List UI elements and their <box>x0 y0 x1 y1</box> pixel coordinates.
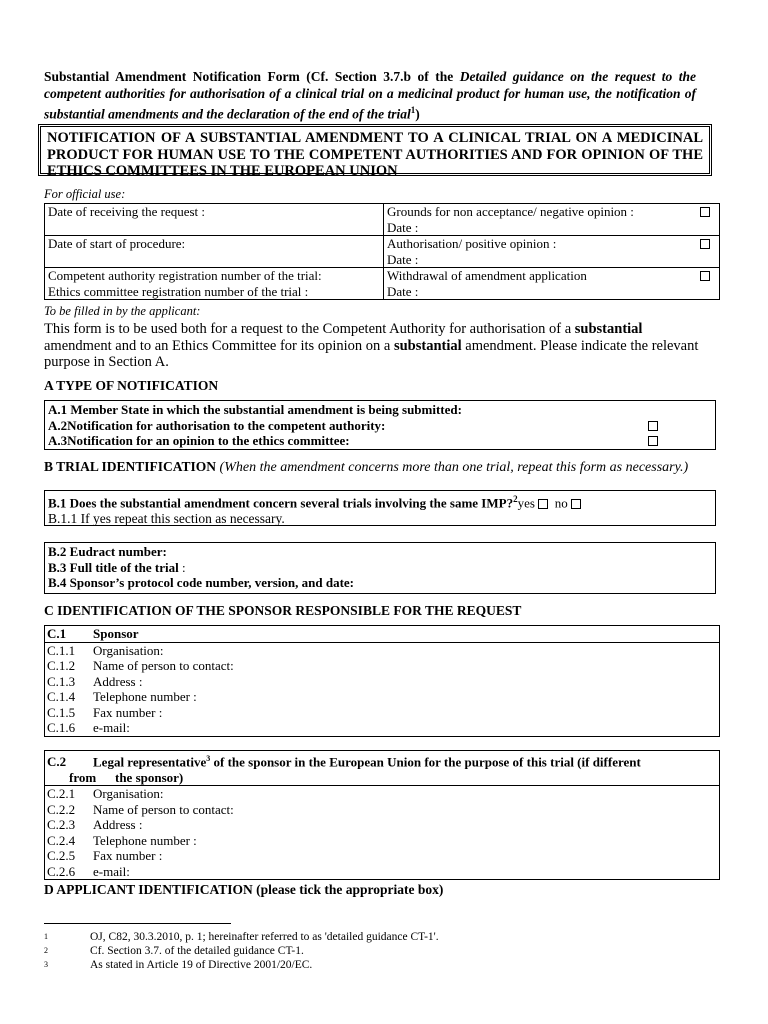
c2-label-b: of the sponsor in the European Union for the purpose of this trial (if different <box>210 754 641 770</box>
c2-item-row[interactable] <box>47 786 717 802</box>
c2-item-label: Name of person to contact: <box>93 801 234 817</box>
footnote-number: 3 <box>44 960 48 969</box>
date-received-cell[interactable] <box>45 204 384 236</box>
c2-item-row[interactable] <box>47 833 717 849</box>
c2-item-row[interactable] <box>47 848 717 864</box>
footnote-text: OJ, C82, 30.3.2010, p. 1; hereinafter referred to as 'detailed guidance CT-1'. <box>90 931 439 943</box>
instructions-bold1: substantial <box>574 321 643 337</box>
instructions-part1: This form is to be used both for a request to the Competent Authority for authorisation of a <box>44 321 575 337</box>
footnote-number: 1 <box>44 932 48 941</box>
c1-label: Sponsor <box>93 626 139 641</box>
c2-num: C.2 <box>47 754 67 770</box>
c1-item-label: Organisation: <box>93 642 164 658</box>
c2-legal-rep-section <box>44 750 720 880</box>
b2-label[interactable]: B.2 Eudract number: <box>48 544 167 559</box>
negative-opinion-checkbox[interactable] <box>700 207 710 217</box>
c1-item-label: Fax number : <box>93 704 163 720</box>
c1-item-num: C.1.1 <box>47 642 76 658</box>
b2-b4-box <box>44 542 716 594</box>
c2-item-num: C.2.5 <box>47 848 76 864</box>
instructions-part2: amendment and to an Ethics Committee for its opinion on a <box>44 337 394 354</box>
positive-opinion-label: Authorisation/ positive opinion : <box>387 236 557 251</box>
c1-item-num: C.1.3 <box>47 673 76 689</box>
c2-label-a: Legal representative <box>93 754 207 770</box>
footnote-divider <box>44 923 231 924</box>
a2-checkbox[interactable] <box>648 421 658 431</box>
c2-item-num: C.2.3 <box>47 817 76 833</box>
section-b-note: (When the amendment concerns more than one trial, repeat this form as necessary.) <box>216 460 689 475</box>
c1-item-row[interactable] <box>47 720 717 736</box>
b1-yes-label: yes <box>517 495 535 511</box>
c1-item-num: C.1.4 <box>47 689 76 704</box>
section-a-title: A TYPE OF NOTIFICATION <box>44 378 219 393</box>
section-b-title <box>44 459 720 476</box>
c2-item-num: C.2.2 <box>47 801 76 817</box>
b1-row <box>48 492 712 511</box>
c1-item-num: C.1.6 <box>47 720 76 735</box>
c2-items <box>44 786 720 880</box>
b11-label: B.1.1 If yes repeat this section as necessary. <box>48 510 285 526</box>
b1-box <box>44 490 716 526</box>
c1-item-row[interactable] <box>47 658 717 674</box>
a2-label: A.2Notification for authorisation to the competent authority: <box>48 417 386 433</box>
b1-yes-checkbox[interactable] <box>538 499 548 509</box>
c1-item-row[interactable] <box>47 689 717 705</box>
instructions-part3: amendment. Please indicate the relevant purpose in Section A. <box>44 337 699 370</box>
footnote <box>44 958 439 972</box>
a3-label: A.3Notification for an opinion to the ethics committee: <box>48 433 350 448</box>
footnote <box>44 930 439 944</box>
c2-item-row[interactable] <box>47 802 717 818</box>
ec-registration-label: Ethics committee registration number of the trial : <box>48 283 309 299</box>
official-use-table <box>44 203 720 300</box>
c1-item-num: C.1.2 <box>47 658 76 673</box>
instructions-bold2: substantial <box>393 337 462 354</box>
c1-item-row[interactable] <box>47 705 717 721</box>
c1-num: C.1 <box>47 626 67 641</box>
a1-label: A.1 Member State in which the substantial amendment is being submitted: <box>48 402 462 417</box>
footnote-ref-2: 2 <box>513 494 518 504</box>
negative-opinion-date-label: Date : <box>387 219 419 235</box>
c2-item-num: C.2.4 <box>47 832 76 848</box>
form-intro <box>44 68 696 123</box>
withdrawal-label: Withdrawal of amendment application <box>387 268 587 283</box>
c2-from: from <box>69 769 97 785</box>
notification-title-box <box>38 124 712 179</box>
withdrawal-date-label: Date : <box>387 283 419 299</box>
ca-registration-label: Competent authority registration number of the trial: <box>48 268 322 283</box>
b3-row[interactable] <box>48 560 712 576</box>
c2-the-sponsor: the sponsor) <box>115 769 184 785</box>
negative-opinion-label: Grounds for non acceptance/ negative opinion : <box>387 204 634 219</box>
c1-item-row[interactable] <box>47 674 717 690</box>
c2-item-label: Organisation: <box>93 786 164 802</box>
footnote-ref-1: 1 <box>410 105 416 115</box>
b1-no-checkbox[interactable] <box>571 499 581 509</box>
section-c-title: C IDENTIFICATION OF THE SPONSOR RESPONSIBLE FOR THE REQUEST <box>44 603 522 618</box>
official-use-label: For official use: <box>44 187 126 201</box>
c2-item-row[interactable] <box>47 817 717 833</box>
section-d-title: D APPLICANT IDENTIFICATION (please tick the appropriate box) <box>44 882 444 897</box>
c2-header <box>44 750 720 786</box>
b3-label: B.3 Full title of the trial <box>48 559 179 575</box>
c1-header <box>44 625 720 643</box>
section-b-heading: B TRIAL IDENTIFICATION <box>44 459 217 474</box>
footnote-text: As stated in Article 19 of Directive 2001/20/EC. <box>90 959 313 971</box>
b4-label[interactable]: B.4 Sponsor’s protocol code number, version, and date: <box>48 575 355 590</box>
c2-item-label: Telephone number : <box>93 832 197 848</box>
positive-opinion-date-label: Date : <box>387 251 419 267</box>
a3-row <box>48 433 712 449</box>
c1-item-label: e-mail: <box>93 720 130 735</box>
footnote <box>44 944 439 958</box>
c1-item-num: C.1.5 <box>47 704 76 720</box>
c1-item-label: Name of person to contact: <box>93 658 234 673</box>
c1-sponsor-section <box>44 625 720 737</box>
c2-item-num: C.2.1 <box>47 786 76 802</box>
intro-guidance-title: Detailed guidance on the request to the competent authorities for authorisation of a clinical trial on a medicinal product for human use, the notification of substantial amendments and the declaration of the end of the trial <box>44 69 696 122</box>
instructions-paragraph <box>44 321 704 371</box>
a3-checkbox[interactable] <box>648 436 658 446</box>
c1-item-label: Address : <box>93 673 143 689</box>
footnotes <box>44 930 439 972</box>
date-received-label: Date of receiving the request : <box>48 204 206 219</box>
notification-title: NOTIFICATION OF A SUBSTANTIAL AMENDMENT TO A CLINICAL TRIAL ON A MEDICINAL PRODUCT FOR HUMAN USE TO THE COMPETENT AUTHORITIES AND FOR OPINION OF THE ETHICS COMMITTEES IN THE EUROPEAN UNION <box>47 130 703 179</box>
footnote-number: 2 <box>44 946 48 955</box>
positive-opinion-checkbox[interactable] <box>700 239 710 249</box>
a2-row <box>48 418 712 434</box>
c1-items <box>44 643 720 737</box>
c1-item-label: Telephone number : <box>93 689 197 704</box>
c2-item-label: Address : <box>93 817 143 833</box>
c2-item-num: C.2.6 <box>47 863 76 879</box>
procedure-start-cell[interactable] <box>45 236 384 268</box>
footnote-text: Cf. Section 3.7. of the detailed guidance CT-1. <box>90 945 304 957</box>
footnote-ref-3: 3 <box>206 754 211 763</box>
b1-label: B.1 Does the substantial amendment concern several trials involving the same IMP? <box>48 495 514 511</box>
c2-item-label: e-mail: <box>93 863 130 879</box>
b3-colon: : <box>178 559 186 575</box>
procedure-start-label: Date of start of procedure: <box>48 236 186 251</box>
intro-close: ) <box>415 106 420 122</box>
c2-item-label: Fax number : <box>93 848 163 864</box>
b1-no-label: no <box>554 495 568 511</box>
c2-item-row[interactable] <box>47 864 717 880</box>
section-a-box <box>44 400 716 450</box>
applicant-label: To be filled in by the applicant: <box>44 304 201 318</box>
a1-row <box>48 402 712 418</box>
intro-lead: Substantial Amendment Notification Form (Cf. Section 3.7.b of the <box>44 69 460 84</box>
c1-item-row[interactable] <box>47 643 717 659</box>
withdrawal-checkbox[interactable] <box>700 271 710 281</box>
